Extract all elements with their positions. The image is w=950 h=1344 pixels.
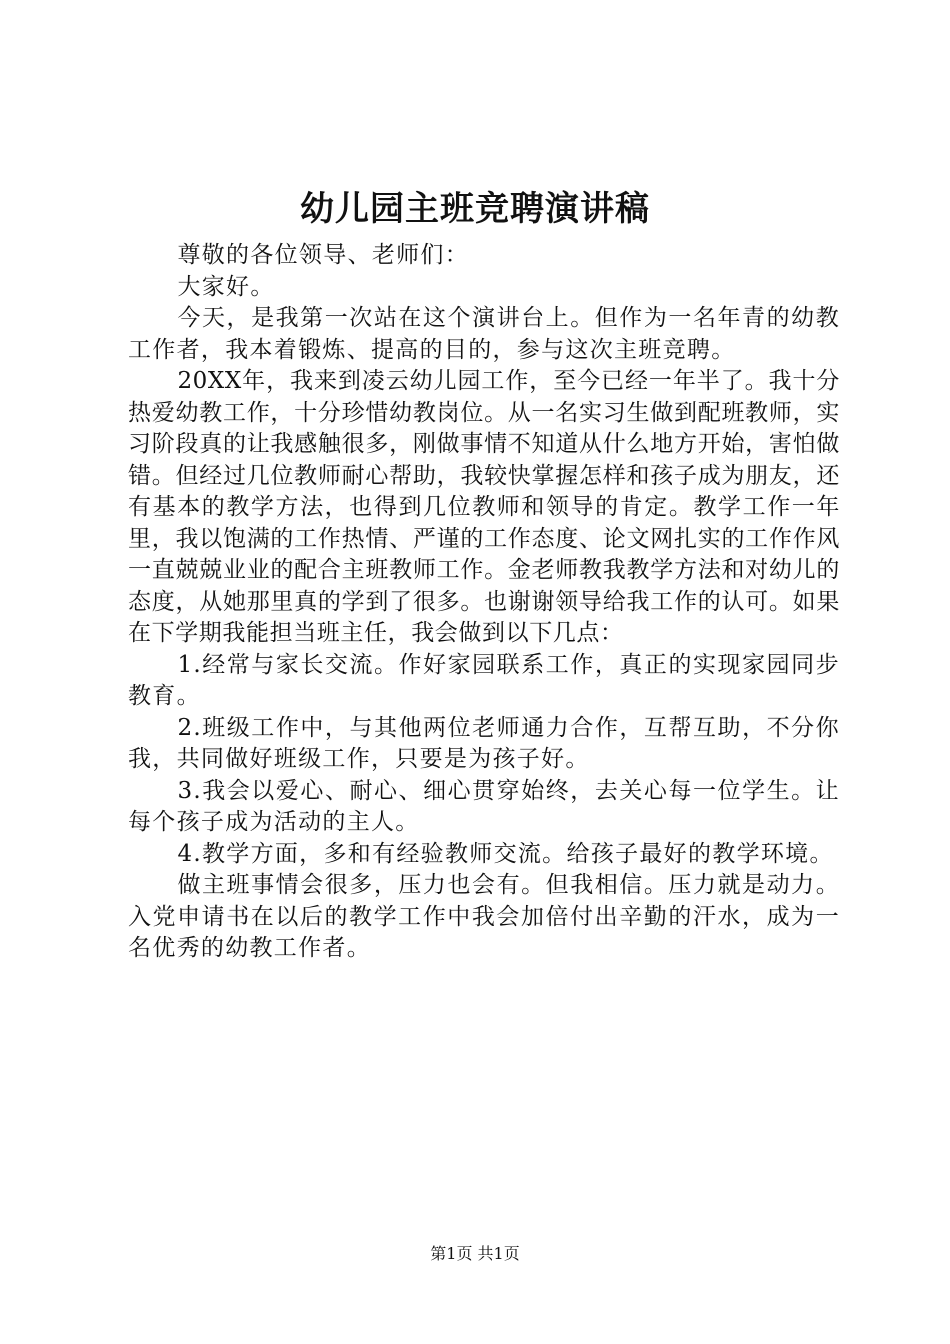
- paragraph-intro: 今天，是我第一次站在这个演讲台上。但作为一名年青的幼教工作者，我本着锻炼、提高的目的，参与这次主班竞聘。: [128, 305, 840, 363]
- paragraph-point-1: 1.经常与家长交流。作好家园联系工作，真正的实现家园同步教育。: [128, 651, 840, 709]
- paragraph-point-2: 2.班级工作中，与其他两位老师通力合作，互帮互助，不分你我，共同做好班级工作，只要是为孩子好。: [128, 714, 840, 772]
- paragraph-salutation: 尊敬的各位领导、老师们：: [177, 242, 470, 268]
- paragraph-closing: 做主班事情会很多，压力也会有。但我相信。压力就是动力。入党申请书在以后的教学工作中我会加倍付出辛勤的汗水，成为一名优秀的幼教工作者。: [128, 872, 840, 961]
- paragraph-greeting: 大家好。: [177, 273, 275, 300]
- document-body: [128, 240, 840, 965]
- paragraph-experience: 20XX年，我来到凌云幼儿园工作，至今已经一年半了。我十分热爱幼教工作，十分珍惜幼教岗位。从一名实习生做到配班教师，实习阶段真的让我感触很多，刚做事情不知道从什么地方开始，害怕做错。但经过几位教师耐心帮助，我较快掌握怎样和孩子成为朋友，还有基本的教学方法，也得到几位教师和领导的肯定。教学工作一年里，我以饱满的工作热情、严谨的工作态度、论文网扎实的工作作风一直兢兢业业的配合主班教师工作。金老师教我教学方法和对幼儿的态度，从她那里真的学到了很多。也谢谢领导给我工作的认可。如果在下学期我能担当班主任，我会做到以下几点：: [128, 368, 840, 646]
- page-footer: 第1页 共1页: [430, 1244, 520, 1263]
- paragraph-point-4: 4.教学方面，多和有经验教师交流。给孩子最好的教学环境。: [177, 840, 834, 867]
- document-title: 幼儿园主班竞聘演讲稿: [300, 189, 650, 229]
- paragraph-point-3: 3.我会以爱心、耐心、细心贯穿始终，去关心每一位学生。让每个孩子成为活动的主人。: [128, 777, 840, 835]
